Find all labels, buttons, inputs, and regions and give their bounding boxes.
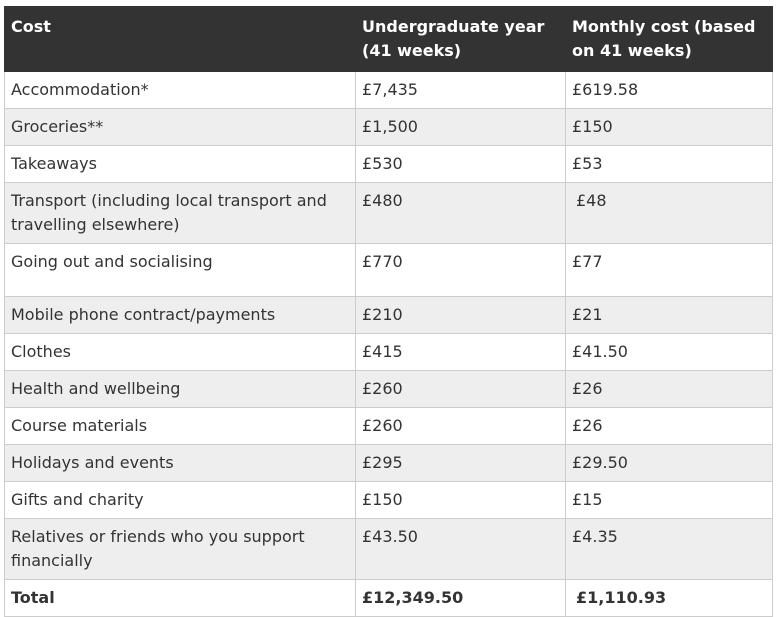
table-row (5, 183, 773, 244)
table-row (5, 244, 773, 297)
cost-item: Mobile phone contract/payments (5, 297, 356, 334)
table-header (5, 7, 773, 72)
cost-item: Gifts and charity (5, 482, 356, 519)
table-row (5, 371, 773, 408)
monthly-cost: £4.35 (566, 519, 773, 580)
monthly-cost (566, 183, 773, 244)
monthly-cost: £26 (566, 371, 773, 408)
table-row (5, 334, 773, 371)
cost-item: Takeaways (5, 146, 356, 183)
total-label: Total (5, 580, 356, 617)
monthly-cost: £150 (566, 109, 773, 146)
yearly-cost: £770 (356, 244, 566, 297)
monthly-cost: £41.50 (566, 334, 773, 371)
header-undergraduate-year: Undergraduate year (41 weeks) (356, 7, 566, 72)
cost-item: Clothes (5, 334, 356, 371)
table-row (5, 72, 773, 109)
cost-item: Transport (including local transport and travelling elsewhere) (5, 183, 356, 244)
monthly-cost: £619.58 (566, 72, 773, 109)
table-row (5, 482, 773, 519)
cost-item: Health and wellbeing (5, 371, 356, 408)
monthly-cost-value: £48 (576, 191, 607, 210)
yearly-cost: £295 (356, 445, 566, 482)
cost-item: Accommodation* (5, 72, 356, 109)
header-cost: Cost (5, 7, 356, 72)
monthly-cost: £29.50 (566, 445, 773, 482)
table-row (5, 146, 773, 183)
cost-item: Course materials (5, 408, 356, 445)
header-row (5, 7, 773, 72)
cost-item: Groceries** (5, 109, 356, 146)
yearly-cost: £210 (356, 297, 566, 334)
yearly-cost: £530 (356, 146, 566, 183)
total-monthly-value: £1,110.93 (576, 588, 667, 607)
cost-item: Holidays and events (5, 445, 356, 482)
table-row (5, 109, 773, 146)
monthly-cost: £53 (566, 146, 773, 183)
yearly-cost: £1,500 (356, 109, 566, 146)
yearly-cost: £415 (356, 334, 566, 371)
total-monthly (566, 580, 773, 617)
yearly-cost: £480 (356, 183, 566, 244)
yearly-cost: £43.50 (356, 519, 566, 580)
monthly-cost: £26 (566, 408, 773, 445)
yearly-cost: £150 (356, 482, 566, 519)
total-row (5, 580, 773, 617)
table-row (5, 297, 773, 334)
table-body (5, 72, 773, 617)
table-row (5, 408, 773, 445)
cost-item: Going out and socialising (5, 244, 356, 297)
table-row (5, 519, 773, 580)
yearly-cost: £7,435 (356, 72, 566, 109)
cost-table (4, 6, 773, 617)
yearly-cost: £260 (356, 371, 566, 408)
monthly-cost: £21 (566, 297, 773, 334)
header-monthly-cost: Monthly cost (based on 41 weeks) (566, 7, 773, 72)
table-row (5, 445, 773, 482)
monthly-cost: £77 (566, 244, 773, 297)
monthly-cost: £15 (566, 482, 773, 519)
cost-item: Relatives or friends who you support financially (5, 519, 356, 580)
yearly-cost: £260 (356, 408, 566, 445)
total-yearly: £12,349.50 (356, 580, 566, 617)
